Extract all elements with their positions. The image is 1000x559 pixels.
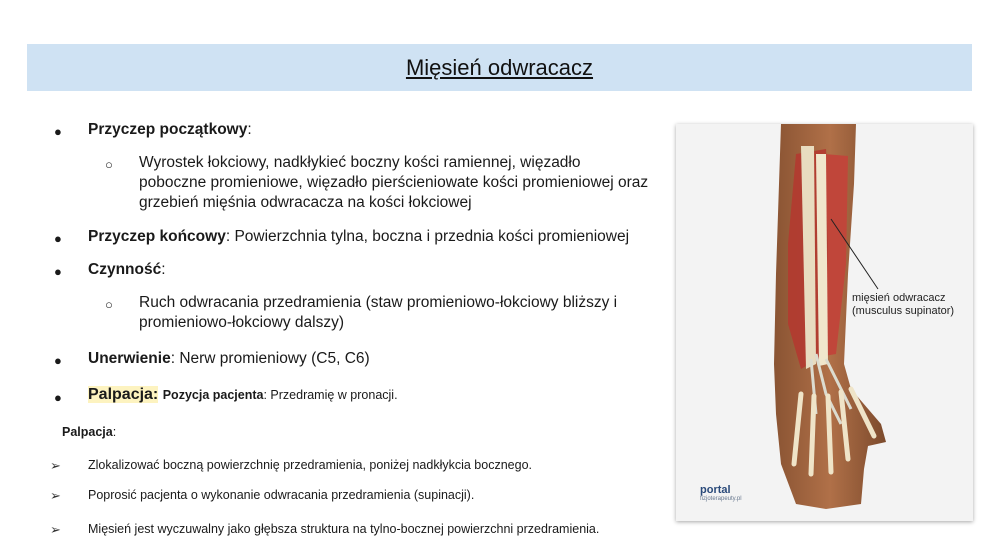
- title-bar: [27, 44, 972, 91]
- function-label: Czynność: [88, 261, 162, 278]
- page-title: Mięsień odwracacz: [405, 54, 594, 80]
- palpation-heading-row: [62, 425, 116, 439]
- function-row: [88, 261, 166, 279]
- palpation-label: Palpacja:: [88, 386, 159, 403]
- palpation-step-2: Poprosić pacjenta o wykonanie odwracania przedramienia (supinacji).: [88, 488, 475, 502]
- origin-detail-2: poboczne promieniowe, więzadło pierścieniowate kości promieniowej oraz: [139, 174, 649, 191]
- bullet-icon: ●: [54, 353, 62, 368]
- arrow-bullet-icon: ➢: [50, 522, 61, 537]
- insertion-row: [88, 228, 629, 246]
- bullet-icon: ●: [54, 124, 62, 139]
- palpation-step-3: Mięsień jest wyczuwalny jako głębsza struktura na tylno-bocznej powierzchni przedramienia.: [88, 522, 600, 536]
- figure-label-line-1: mięsień odwracacz: [852, 292, 946, 304]
- bullet-icon: ●: [54, 231, 62, 246]
- origin-row: [88, 121, 252, 139]
- logo-text: portal: [700, 484, 731, 496]
- figure-label: [852, 292, 954, 318]
- position-label: Pozycja pacjenta: [162, 388, 264, 402]
- bullet-icon: ●: [54, 264, 62, 279]
- position-text: : Przedramię w pronacji.: [263, 388, 398, 402]
- forearm-illustration-icon: [676, 124, 973, 521]
- palpation-step-1: Zlokalizować boczną powierzchnię przedramienia, poniżej nadkłykcia bocznego.: [88, 458, 532, 472]
- function-detail-2: promieniowo-łokciowy dalszy): [139, 314, 345, 331]
- innervation-row: [88, 350, 370, 368]
- function-detail-1: Ruch odwracania przedramienia (staw promieniowo-łokciowy bliższy i: [139, 294, 618, 311]
- portal-logo: [700, 484, 742, 502]
- origin-label: Przyczep początkowy: [88, 121, 248, 138]
- logo-subtext: fizjoterapeuty.pl: [700, 496, 742, 502]
- bullet-icon: ●: [54, 390, 62, 405]
- innervation-text: : Nerw promieniowy (C5, C6): [170, 350, 370, 367]
- palpation-heading-suffix: :: [112, 425, 117, 439]
- arrow-bullet-icon: ➢: [50, 488, 61, 503]
- arrow-bullet-icon: ➢: [50, 458, 61, 473]
- palpation-heading: Palpacja: [62, 425, 113, 439]
- insertion-text: : Powierzchnia tylna, boczna i przednia kości promieniowej: [225, 228, 630, 245]
- origin-detail-3: grzebień mięśnia odwracacza na kości łokciowej: [139, 194, 472, 211]
- function-suffix: :: [161, 261, 166, 278]
- figure-label-line-2: (musculus supinator): [852, 305, 955, 317]
- anatomy-figure: [676, 124, 973, 521]
- circle-bullet-icon: ○: [105, 297, 113, 312]
- palpation-row: [88, 386, 398, 404]
- circle-bullet-icon: ○: [105, 157, 113, 172]
- origin-detail-1: Wyrostek łokciowy, nadkłykieć boczny kości ramiennej, więzadło: [139, 154, 581, 171]
- innervation-label: Unerwienie: [88, 350, 171, 367]
- origin-suffix: :: [247, 121, 252, 138]
- insertion-label: Przyczep końcowy: [88, 228, 226, 245]
